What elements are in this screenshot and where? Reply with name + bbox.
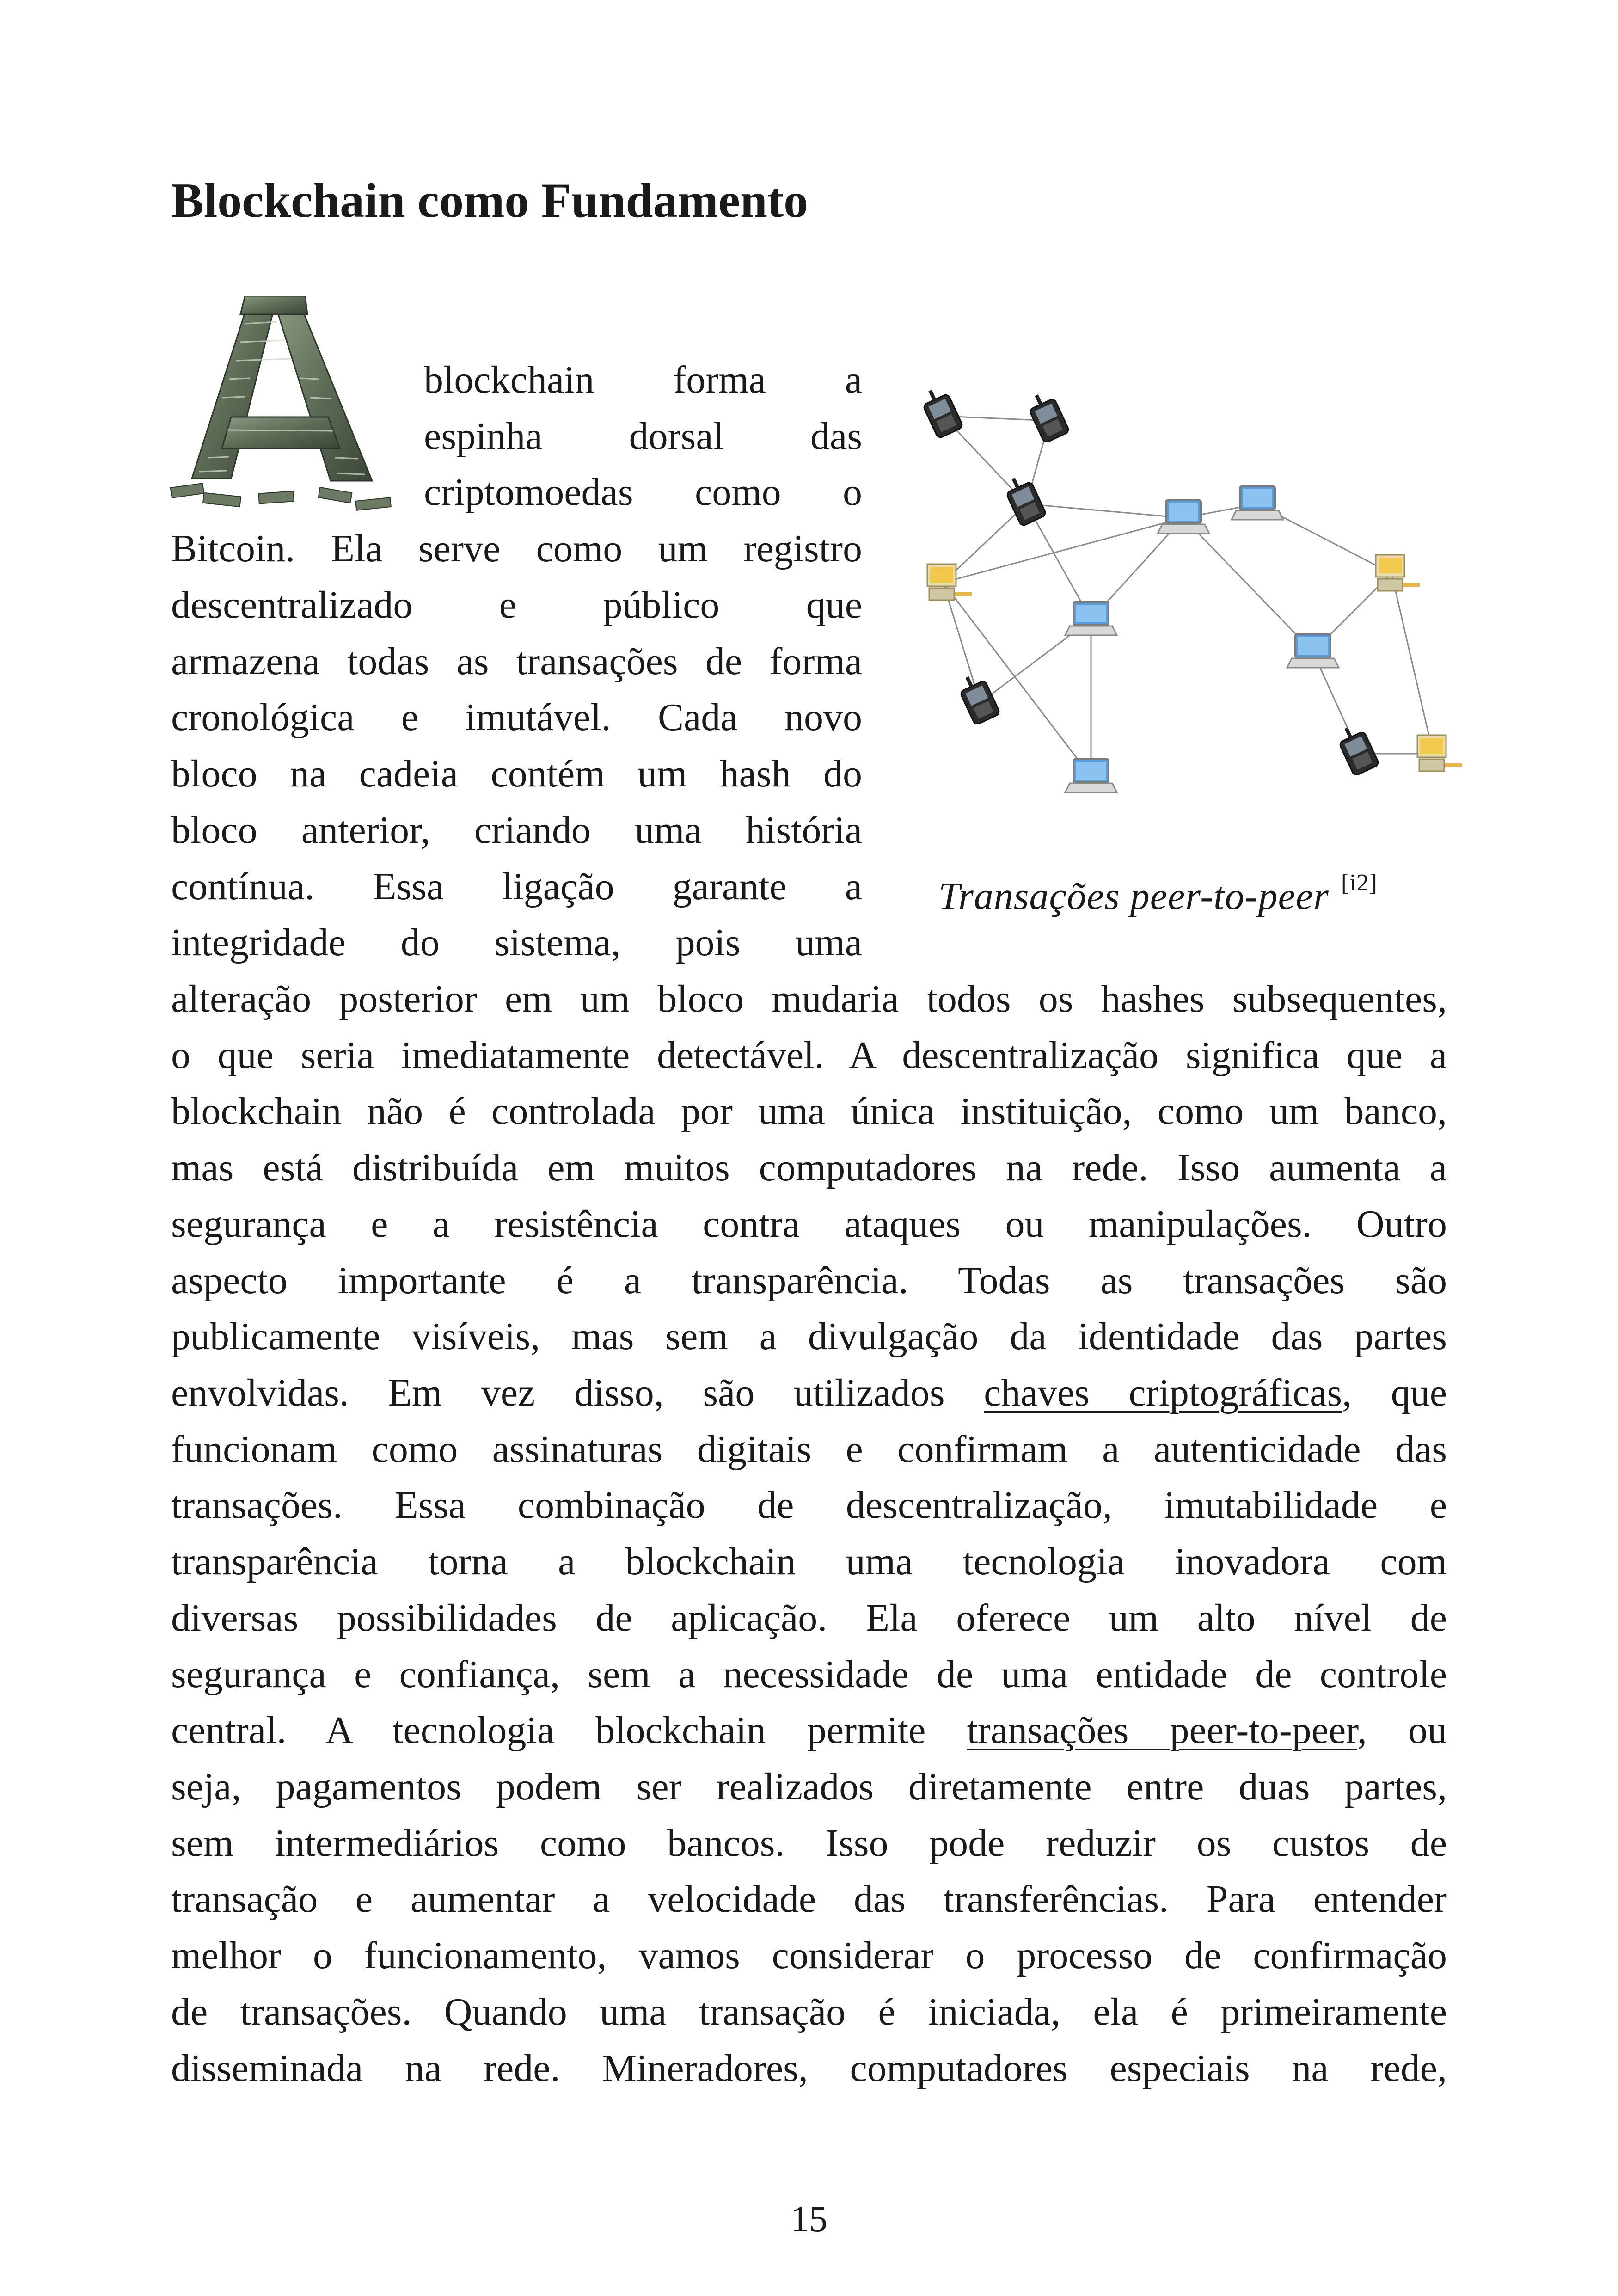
body-line: blockchain forma a [424, 358, 862, 401]
peer-to-peer-network-figure [897, 379, 1479, 832]
body-line: Bitcoin. Ela serve como um registro [171, 527, 862, 570]
figure-caption [938, 869, 1378, 919]
body-text: envolvidas. Em vez disso, são utilizados [171, 1371, 984, 1414]
laptop-icon [1065, 759, 1117, 792]
body-line: transação e aumentar a velocidade das transferências. Para entender [171, 1878, 1447, 1921]
body-line: transparência torna a blockchain uma tecnologia inovadora com [171, 1540, 1447, 1583]
figure-reference: [i2] [1341, 870, 1378, 896]
body-line: espinha dorsal das [424, 415, 862, 458]
body-line: cronológica e imutável. Cada novo [171, 696, 862, 739]
mobile-phone-icon [1006, 478, 1047, 527]
body-line: transações. Essa combinação de descentralização, imutabilidade e [171, 1484, 1447, 1527]
body-line: bloco na cadeia contém um hash do [171, 752, 862, 795]
body-line: de transações. Quando uma transação é iniciada, ela é primeiramente [171, 1990, 1447, 2033]
link-transacoes-peer-to-peer[interactable]: transações peer-to-peer [967, 1709, 1357, 1752]
network-edge [1026, 504, 1183, 518]
body-line: seja, pagamentos podem ser realizados diretamente entre duas partes, [171, 1765, 1447, 1808]
link-chaves-criptograficas[interactable]: chaves criptográficas [984, 1371, 1342, 1414]
mobile-phone-icon [960, 676, 1000, 725]
body-line: contínua. Essa ligação garante a [171, 865, 862, 908]
body-line: melhor o funcionamento, vamos considerar o processo de confirmação [171, 1934, 1447, 1977]
body-line: segurança e confiança, sem a necessidade de uma entidade de controle [171, 1653, 1447, 1696]
page-title: Blockchain como Fundamento [171, 173, 809, 227]
laptop-icon [1232, 486, 1283, 520]
network-edge [943, 583, 1091, 777]
figure-caption-text: Transações peer-to-peer [938, 875, 1329, 918]
body-line: disseminada na rede. Mineradores, computadores especiais na rede, [171, 2047, 1447, 2090]
dropcap-a-shape [192, 296, 372, 481]
body-line: sem intermediários como bancos. Isso pode reduzir os custos de [171, 1822, 1447, 1865]
body-line: mas está distribuída em muitos computadores na rede. Isso aumenta a [171, 1146, 1447, 1189]
network-edge [1391, 573, 1433, 754]
body-line: armazena todas as transações de forma [171, 640, 862, 683]
body-text: central. A tecnologia blockchain permite [171, 1709, 967, 1752]
desktop-computer-icon [1376, 555, 1420, 591]
mobile-phone-icon [1029, 394, 1070, 443]
body-line: criptomoedas como o [424, 471, 862, 514]
body-line: publicamente visíveis, mas sem a divulgação da identidade das partes [171, 1315, 1447, 1358]
body-text: , ou [1357, 1709, 1447, 1752]
laptop-icon [1158, 500, 1209, 534]
body-line: descentralizado e público que [171, 583, 862, 626]
desktop-computer-icon [1417, 735, 1462, 771]
body-line: aspecto importante é a transparência. Todas as transações são [171, 1259, 1447, 1302]
laptop-icon [1287, 634, 1339, 668]
desktop-computer-icon [927, 564, 972, 600]
network-edge [1183, 518, 1313, 652]
body-line [171, 1371, 1447, 1414]
body-line: segurança e a resistência contra ataques ou manipulações. Outro [171, 1203, 1447, 1246]
dropcap-a-banknotes-image [166, 296, 398, 513]
body-line: integridade do sistema, pois uma [171, 921, 862, 964]
mobile-phone-icon [1339, 727, 1379, 776]
body-line: diversas possibilidades de aplicação. Ela oferece um alto nível de [171, 1596, 1447, 1639]
body-line: blockchain não é controlada por uma única instituição, como um banco, [171, 1090, 1447, 1133]
page-number: 15 [791, 2199, 827, 2240]
network-edges [943, 416, 1433, 777]
laptop-icon [1065, 602, 1117, 635]
body-line: bloco anterior, criando uma história [171, 809, 862, 852]
network-edge [943, 518, 1183, 583]
body-line [171, 1711, 1447, 1750]
body-line: funcionam como assinaturas digitais e confirmam a autenticidade das [171, 1428, 1447, 1471]
body-text: , que [1342, 1371, 1447, 1414]
body-line: alteração posterior em um bloco mudaria todos os hashes subsequentes, [171, 977, 1447, 1020]
body-line: o que seria imediatamente detectável. A descentralização significa que a [171, 1034, 1447, 1077]
loose-banknotes [171, 483, 391, 510]
